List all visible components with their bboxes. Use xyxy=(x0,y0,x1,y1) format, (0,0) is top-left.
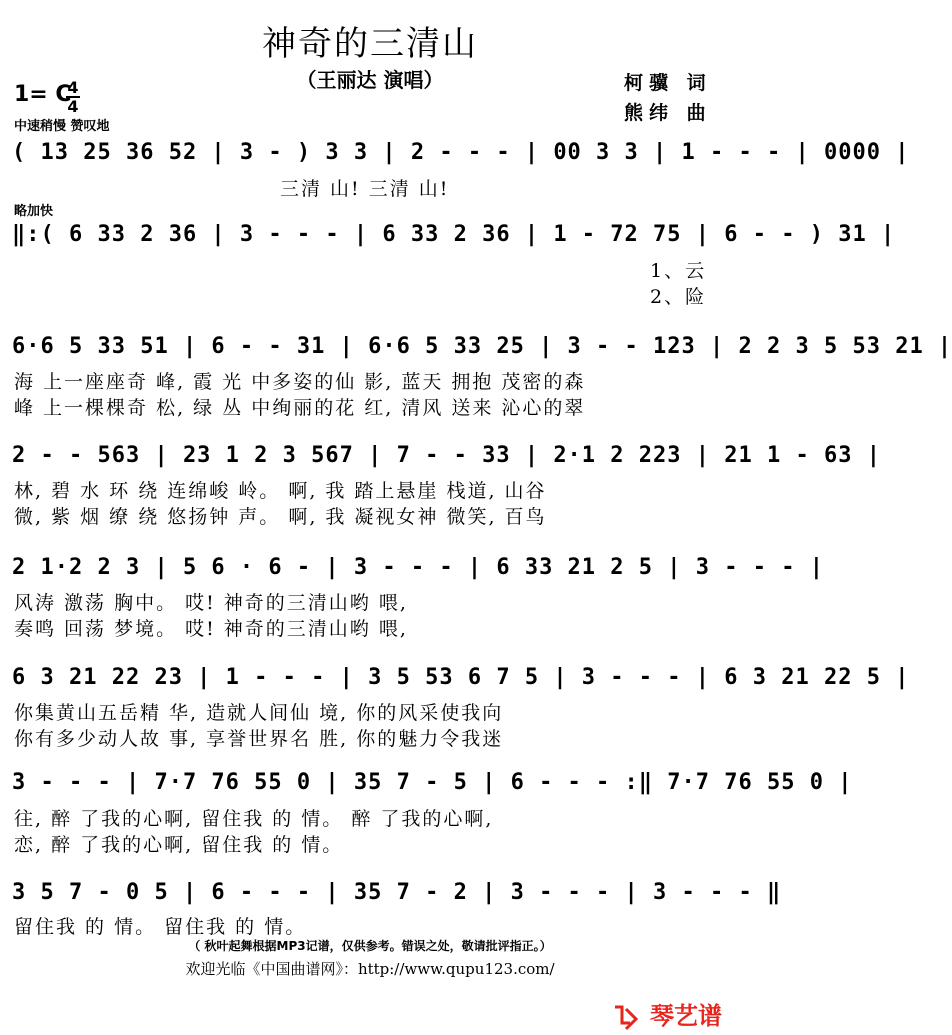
score-row-2-notes: ‖:( 6 33 2 36 | 3 - - - | 6 33 2 36 | 1 - 72 75 | 6 - - ) 31 | xyxy=(12,222,896,247)
subtitle: （王丽达 演唱） xyxy=(296,68,444,92)
score-row-4-lyric-1: 林, 碧 水 环 绕 连绵峻 岭。 啊, 我 踏上悬崖 栈道, 山谷 xyxy=(14,480,547,502)
composer-credit: 熊纬 曲 xyxy=(624,102,712,124)
score-row-5-lyric-2: 奏鸣 回荡 梦境。 哎! 神奇的三清山哟 喂, xyxy=(14,618,408,640)
logo-text: 琴艺谱 xyxy=(650,1002,722,1030)
score-row-3-lyric-1: 海 上一座座奇 峰, 霞 光 中多姿的仙 影, 蓝天 拥抱 茂密的森 xyxy=(14,371,586,393)
tempo-marking-2: 略加快 xyxy=(14,204,54,219)
time-signature-bottom: 4 xyxy=(67,97,79,116)
score-row-4-lyric-2: 微, 紫 烟 缭 绕 悠扬钟 声。 啊, 我 凝视女神 微笑, 百鸟 xyxy=(14,506,547,528)
page-title: 神奇的三清山 xyxy=(262,24,478,64)
score-row-2-lyric-1: 1、云 xyxy=(650,260,707,282)
time-signature-top: 4 xyxy=(67,78,79,97)
score-row-5-notes: 2 1·2 2 3 | 5 6 · 6 - | 3 - - - | 6 33 21 2 5 | 3 - - - | xyxy=(12,555,824,580)
key-signature: 1= C xyxy=(14,82,72,107)
score-row-7-lyric-1: 往, 醉 了我的心啊, 留住我 的 情。 醉 了我的心啊, xyxy=(14,808,494,830)
score-row-8-notes: 3 5 7 - 0 5 | 6 - - - | 35 7 - 2 | 3 - - - | 3 - - - ‖ xyxy=(12,880,782,905)
score-row-3-notes: 6·6 5 33 51 | 6 - - 31 | 6·6 5 33 25 | 3 - - 123 | 2 2 3 5 53 21 | xyxy=(12,334,952,359)
score-row-6-notes: 6 3 21 22 23 | 1 - - - | 3 5 53 6 7 5 | 3 - - - | 6 3 21 22 5 | xyxy=(12,665,910,690)
score-row-1-lyric-1: 三清 山! 三清 山! xyxy=(280,178,450,200)
footer-note: （ 秋叶起舞根据MP3记谱，仅供参考。错误之处，敬请批评指正。） xyxy=(188,939,552,953)
score-row-6-lyric-2: 你有多少动人故 事, 享誉世界名 胜, 你的魅力令我迷 xyxy=(14,728,504,750)
score-row-6-lyric-1: 你集黄山五岳精 华, 造就人间仙 境, 你的风采使我向 xyxy=(14,702,504,724)
score-row-8-lyric-1: 留住我 的 情。 留住我 的 情。 xyxy=(14,916,307,938)
score-row-1-notes: ( 13 25 36 52 | 3 - ) 3 3 | 2 - - - | 00 3 3 | 1 - - - | 0000 | xyxy=(12,140,910,165)
logo-icon xyxy=(612,1003,642,1031)
score-row-3-lyric-2: 峰 上一棵棵奇 松, 绿 丛 中绚丽的花 红, 清风 送来 沁心的翠 xyxy=(14,397,586,419)
tempo-marking-1: 中速稍慢 赞叹地 xyxy=(14,119,110,134)
score-row-7-lyric-2: 恋, 醉 了我的心啊, 留住我 的 情。 xyxy=(14,834,344,856)
site-logo xyxy=(612,996,722,1031)
score-row-2-lyric-2: 2、险 xyxy=(650,286,707,308)
score-row-4-notes: 2 - - 563 | 23 1 2 3 567 | 7 - - 33 | 2·1 2 223 | 21 1 - 63 | xyxy=(12,443,881,468)
lyricist-credit: 柯骥 词 xyxy=(624,72,712,94)
score-row-5-lyric-1: 风涛 激荡 胸中。 哎! 神奇的三清山哟 喂, xyxy=(14,592,408,614)
time-signature xyxy=(66,80,80,114)
footer-site: 欢迎光临《中国曲谱网》：http://www.qupu123.com/ xyxy=(185,960,555,978)
score-row-7-notes: 3 - - - | 7·7 76 55 0 | 35 7 - 5 | 6 - - - :‖ 7·7 76 55 0 | xyxy=(12,770,853,795)
